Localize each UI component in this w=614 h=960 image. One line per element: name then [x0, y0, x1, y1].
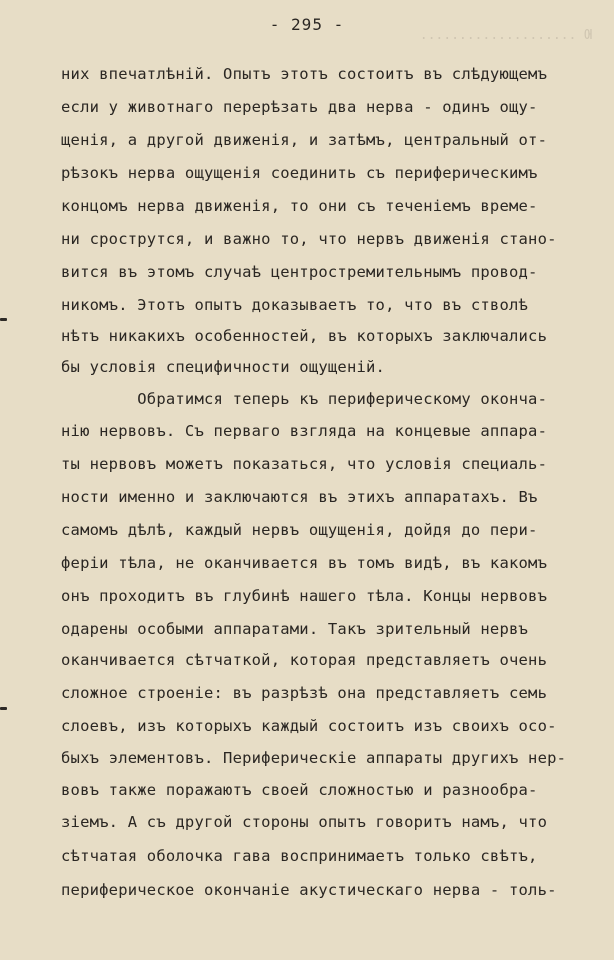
- text-line: вится въ этомъ случаѣ центростремительнымъ провод-: [61, 263, 538, 281]
- text-line: одарены особыми аппаратами. Такъ зрительный нервъ: [61, 620, 529, 638]
- text-line: оканчивается сѣтчаткой, которая представляетъ очень: [61, 651, 548, 669]
- text-line: сѣтчатая оболочка гава воспринимаетъ только свѣтъ,: [61, 847, 538, 865]
- text-line: сложное строеніе: въ разрѣзѣ она представляетъ семь: [61, 684, 548, 702]
- text-line: ности именно и заключаются въ этихъ аппаратахъ. Въ: [61, 488, 538, 506]
- text-line: онъ проходитъ въ глубинѣ нашего тѣла. Концы нервовъ: [61, 587, 548, 605]
- page-number: - 295 -: [269, 15, 345, 34]
- text-line: концомъ нерва движенія, то они съ теченіемъ време-: [61, 197, 538, 215]
- text-line: ни срострутся, и важно то, что нервъ движенія стано-: [61, 230, 557, 248]
- text-line: щенія, а другой движенія, и затѣмъ, центральный от-: [61, 131, 548, 149]
- text-line: зіемъ. А съ другой стороны опытъ говоритъ намъ, что: [61, 813, 548, 831]
- binding-hole-mark: [0, 707, 7, 710]
- text-line: ты нервовъ можетъ показаться, что условія специаль-: [61, 455, 548, 473]
- text-line: периферическое окончаніе акустическаго нерва - толь-: [61, 881, 557, 899]
- text-line: них впечатлѣнiй. Опытъ этотъ состоитъ въ слѣдующемъ: [61, 65, 548, 83]
- text-line: нѣтъ никакихъ особенностей, въ которыхъ заключались: [61, 327, 548, 345]
- text-line: бы условія специфичности ощущеній.: [61, 358, 386, 376]
- text-line: самомъ дѣлѣ, каждый нервъ ощущенія, дойдя до пери-: [61, 521, 538, 539]
- text-line: феріи тѣла, не оканчивается въ томъ видѣ, въ какомъ: [61, 554, 548, 572]
- text-line: Обратимся теперь къ периферическому оконча-: [61, 390, 548, 408]
- text-line: вовъ также поражаютъ своей сложностью и разнообра-: [61, 781, 538, 799]
- text-line: слоевъ, изъ которыхъ каждый состоитъ изъ своихъ осо-: [61, 717, 557, 735]
- text-line: никомъ. Этотъ опытъ доказываетъ то, что въ стволѣ: [61, 296, 529, 314]
- text-line: рѣзокъ нерва ощущенія соединить съ периферическимъ: [61, 164, 538, 182]
- bleed-through-text: Ю ....................: [419, 28, 592, 43]
- text-line: нію нервовъ. Съ перваго взгляда на концевые аппара-: [61, 422, 548, 440]
- text-line: если у животнаго перерѣзать два нерва - одинъ ощу-: [61, 98, 538, 116]
- binding-hole-mark: [0, 318, 7, 321]
- text-line: быхъ элементовъ. Периферическіе аппараты другихъ нер-: [61, 749, 567, 767]
